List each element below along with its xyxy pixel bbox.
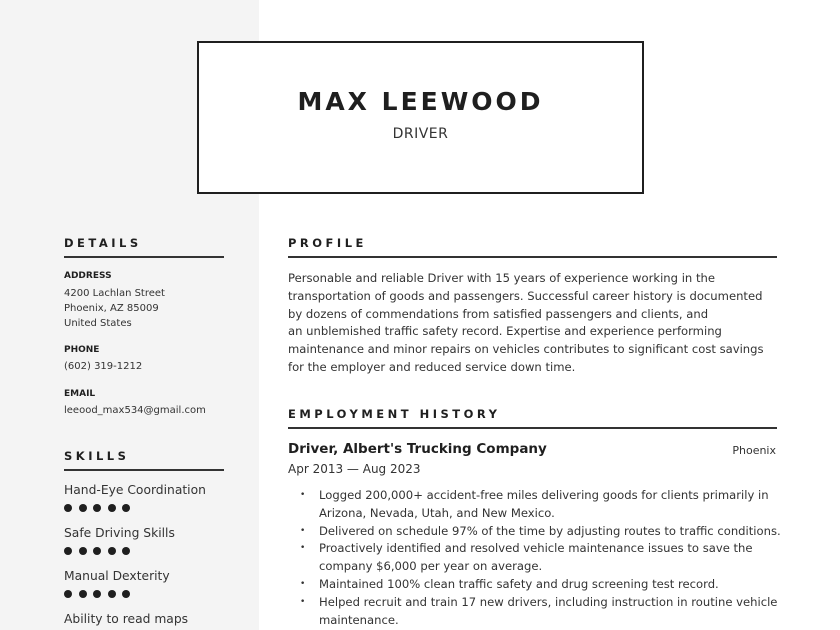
profile-heading: PROFILE [288,236,777,258]
job-bullets [300,487,781,629]
skill-name: Manual Dexterity [64,569,170,583]
job-location: Phoenix [732,444,776,457]
profile-line: for the employer and reduced service down time. [288,359,576,374]
employment-heading: EMPLOYMENT HISTORY [288,407,777,429]
address-line: 4200 Lachlan Street [64,288,165,299]
profile-line: Personable and reliable Driver with 15 years of experience working in the [288,271,715,285]
skill-level [64,590,130,598]
bullet-item: • Proactively identified and resolved vehicle maintenance issues to save the company $6,000 per year on average. [300,540,781,576]
email-label: EMAIL [64,389,96,399]
profile-line: maintenance and minor repairs on vehicles contributes to significant cost savings [288,342,764,357]
address-label: ADDRESS [64,271,112,281]
job-dates: Apr 2013 — Aug 2023 [288,462,421,476]
email-value: leeood_max534@gmail.com [64,405,206,416]
skill-name: Ability to read maps [64,612,189,626]
name-header [197,41,644,194]
bullet-item: • Maintained 100% clean traffic safety and drug screening test record. [300,576,781,594]
skill-name: Hand-Eye Coordination [64,483,206,497]
profile-text [288,270,764,377]
details-heading: DETAILS [64,236,224,258]
bullet-item: • Helped recruit and train 17 new drivers, including instruction in routine vehicle maintenance. [300,594,781,630]
candidate-title: DRIVER [392,126,449,142]
skill-name: Safe Driving Skills [64,526,175,540]
candidate-name: MAX LEEWOOD [297,87,544,116]
skill-level [64,504,130,512]
profile-line: transportation of goods and passengers. Successful career history is documented [288,288,763,303]
skills-heading: SKILLS [64,449,224,471]
phone-value: (602) 319-1212 [64,361,143,372]
address-line: United States [64,318,132,329]
skill-level [64,547,130,555]
profile-line: by dozens of commendations from satisfied passengers and clients, and [288,306,709,321]
address-line: Phoenix, AZ 85009 [64,303,159,314]
profile-line: an unblemished traffic safety record. Expertise and experience performing [288,324,722,339]
address-value [64,286,165,331]
bullet-item: • Logged 200,000+ accident-free miles delivering goods for clients primarily in Arizona, Nevada, Utah, and New Mexico. [300,487,781,523]
bullet-item: • Delivered on schedule 97% of the time by adjusting routes to traffic conditions. [300,523,781,541]
job-title: Driver, Albert's Trucking Company [288,441,547,457]
phone-label: PHONE [64,345,100,355]
